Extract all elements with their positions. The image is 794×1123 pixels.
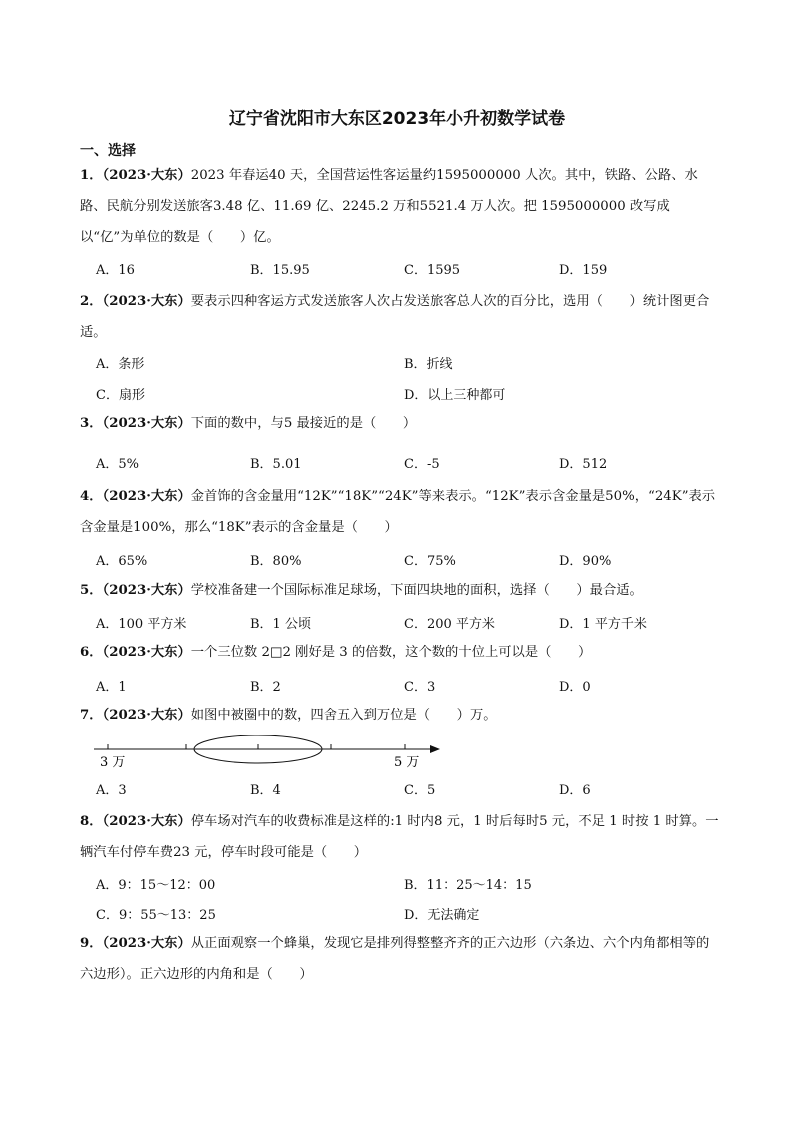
option-a[interactable]: A．条形 [96, 357, 145, 372]
option-d[interactable]: D．以上三种都可 [404, 388, 506, 403]
question-number: 4． [80, 489, 103, 504]
option-a[interactable]: A．65% [96, 554, 148, 569]
question-number: 2． [80, 294, 103, 309]
axis-arrow [430, 745, 440, 753]
question-number: 7． [80, 708, 103, 723]
option-d[interactable]: D．159 [559, 263, 608, 278]
question-source: （2023·大东） [102, 416, 191, 431]
question-source: （2023·大东） [102, 168, 191, 183]
option-d[interactable]: D．6 [559, 783, 591, 798]
option-b[interactable]: B．1 公顷 [250, 617, 311, 632]
question-source: （2023·大东） [102, 814, 191, 829]
option-a[interactable]: A．16 [96, 263, 135, 278]
option-b[interactable]: B．折线 [404, 357, 453, 372]
question-7 [80, 700, 720, 731]
question-text: 一个三位数 2□2 刚好是 3 的倍数，这个数的十位上可以是（ ） [190, 645, 592, 660]
option-a[interactable]: A．1 [96, 680, 127, 695]
option-a[interactable]: A．3 [96, 783, 127, 798]
question-2 [80, 286, 720, 348]
question-text: 如图中被圈中的数，四舍五入到万位是（ ）万。 [190, 708, 497, 723]
question-number: 9． [80, 936, 103, 951]
question-text: 学校准备建一个国际标准足球场，下面四块地的面积，选择（ ）最合适。 [190, 583, 643, 598]
question-source: （2023·大东） [102, 294, 191, 309]
page-title: 辽宁省沈阳市大东区2023年小升初数学试卷 [228, 109, 566, 129]
question-source: （2023·大东） [102, 645, 191, 660]
option-d[interactable]: D．1 平方千米 [559, 617, 647, 632]
question-5 [80, 575, 720, 606]
question-number: 6． [80, 645, 103, 660]
option-c[interactable]: C．3 [404, 680, 436, 695]
option-a[interactable]: A．5% [96, 457, 140, 472]
option-c[interactable]: C．75% [404, 554, 456, 569]
option-c[interactable]: C．9：55～13：25 [96, 908, 216, 923]
question-3 [80, 408, 720, 439]
option-d[interactable]: D．90% [559, 554, 612, 569]
question-source: （2023·大东） [102, 583, 191, 598]
question-source: （2023·大东） [102, 936, 191, 951]
option-d[interactable]: D．512 [559, 457, 608, 472]
question-text: 2023 年春运40 天，全国营运性客运量约1595000000 人次。其中，铁路、公路、水路、民航分别发送旅客3.48 亿、11.69 亿、2245.2 万和5521.4 万人次。把 1595000000 改写成以“亿”为单位的数是（ ）亿。 [80, 168, 698, 245]
question-text: 金首饰的含金量用“12K”“18K”“24K”等来表示。“12K”表示含金量是50%，“24K”表示含金量是100%，那么“18K”表示的含金量是（ ） [80, 489, 716, 535]
question-number: 5． [80, 583, 103, 598]
option-c[interactable]: C．扇形 [96, 388, 145, 403]
question-9 [80, 928, 720, 990]
question-8 [80, 806, 720, 868]
option-a[interactable]: A．9：15～12：00 [96, 878, 216, 893]
question-number: 8． [80, 814, 103, 829]
option-b[interactable]: B．2 [250, 680, 281, 695]
question-source: （2023·大东） [102, 708, 191, 723]
question-1 [80, 160, 720, 253]
option-b[interactable]: B．11：25～14：15 [404, 878, 532, 893]
question-number: 1． [80, 168, 103, 183]
question-text: 要表示四种客运方式发送旅客人次占发送旅客总人次的百分比，选用（ ）统计图更合适。 [80, 294, 710, 340]
option-c[interactable]: C．200 平方米 [404, 617, 495, 632]
option-c[interactable]: C．1595 [404, 263, 461, 278]
question-text: 下面的数中，与5 最接近的是（ ） [190, 416, 417, 431]
option-b[interactable]: B．5.01 [250, 457, 302, 472]
question-text: 从正面观察一个蜂巢，发现它是排列得整整齐齐的正六边形（六条边、六个内角都相等的六边形）。正六边形的内角和是（ ） [80, 936, 710, 982]
question-6 [80, 637, 720, 668]
option-b[interactable]: B．80% [250, 554, 302, 569]
option-b[interactable]: B．15.95 [250, 263, 310, 278]
option-b[interactable]: B．4 [250, 783, 281, 798]
option-a[interactable]: A．100 平方米 [96, 617, 187, 632]
option-c[interactable]: C．5 [404, 783, 436, 798]
tick-label-right: 5 万 [394, 755, 420, 770]
question-source: （2023·大东） [102, 489, 191, 504]
option-d[interactable]: D．无法确定 [404, 908, 480, 923]
question-text: 停车场对汽车的收费标准是这样的:1 时内8 元，1 时后每时5 元，不足 1 时按 1 时算。一辆汽车付停车费23 元，停车时段可能是（ ） [80, 814, 719, 860]
section-heading: 一、选择 [80, 143, 136, 159]
number-line-figure [90, 735, 440, 775]
tick-label-left: 3 万 [100, 755, 126, 770]
option-c[interactable]: C．-5 [404, 457, 440, 472]
question-number: 3． [80, 416, 103, 431]
option-d[interactable]: D．0 [559, 680, 591, 695]
question-4 [80, 481, 720, 543]
